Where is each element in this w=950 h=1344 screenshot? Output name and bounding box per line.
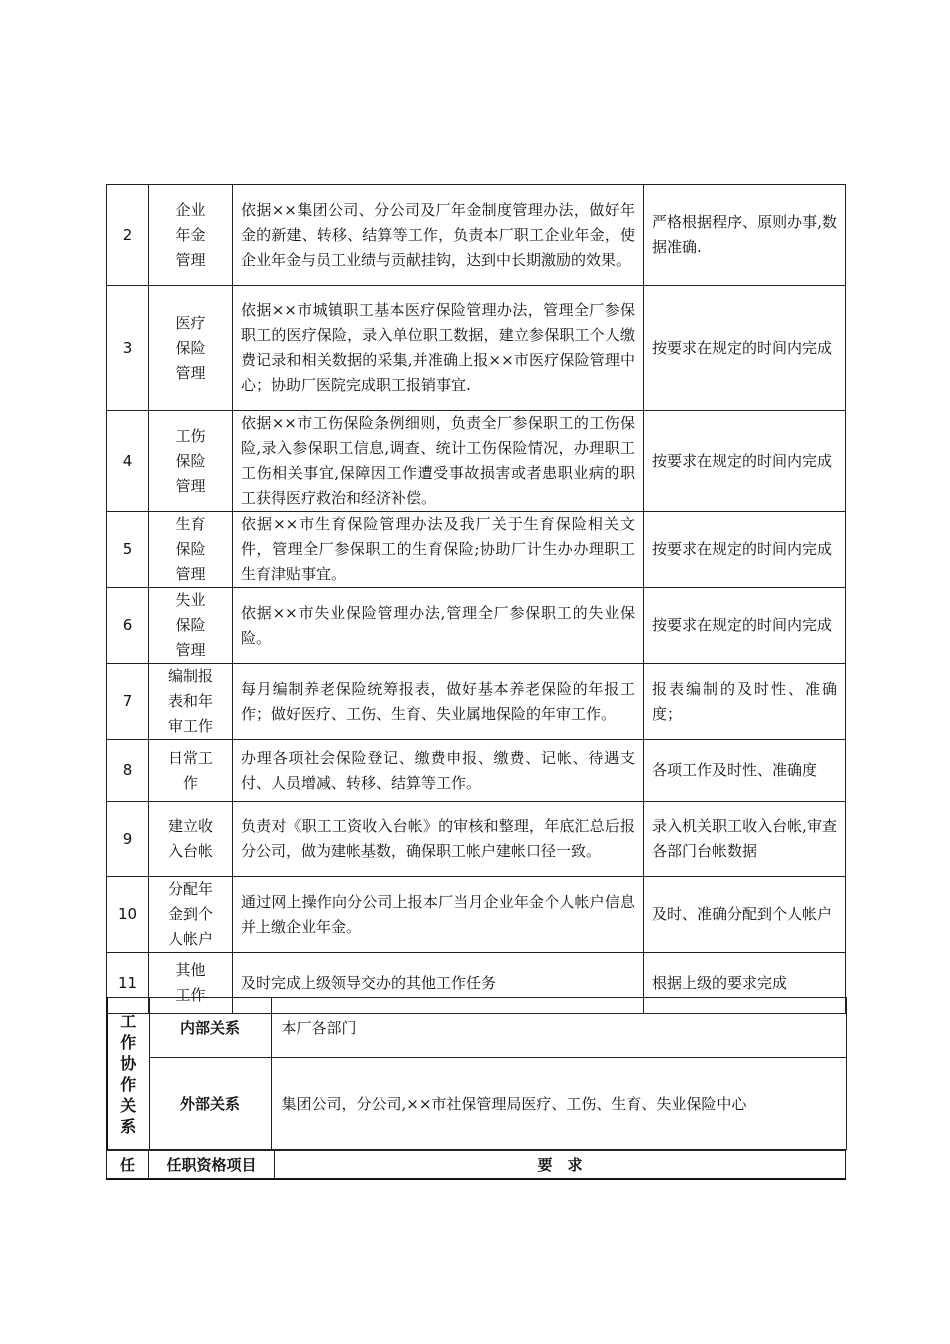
external-relation-label: 外部关系 [149, 1058, 271, 1150]
qualification-header-table [106, 1150, 846, 1180]
external-relation-row [107, 1058, 846, 1150]
duty-table [106, 184, 846, 1014]
collaboration-heading-text: 工 作 协 作 关 系 [120, 1011, 137, 1136]
duty-requirement: 按要求在规定的时间内完成 [644, 512, 846, 588]
duty-item: 生育 保险 管理 [149, 512, 233, 588]
duty-item: 分配年 金到个 人帐户 [149, 877, 233, 953]
duty-row [107, 588, 846, 664]
duty-row [107, 664, 846, 740]
duty-content: 通过网上操作向分公司上报本厂当月企业年金个人帐户信息并上缴企业年金。 [233, 877, 644, 953]
duty-requirement: 按要求在规定的时间内完成 [644, 411, 846, 512]
duty-content: 办理各项社会保险登记、缴费申报、缴费、记帐、待遇支付、人员增减、转移、结算等工作。 [233, 740, 644, 802]
duty-number: 9 [107, 802, 149, 877]
duty-item: 失业 保险 管理 [149, 588, 233, 664]
qualification-header-row [107, 1151, 846, 1180]
duty-requirement: 根据上级的要求完成 [644, 953, 846, 1014]
duty-number: 3 [107, 286, 149, 411]
duty-content: 依据××市城镇职工基本医疗保险管理办法，管理全厂参保职工的医疗保险，录入单位职工数据，建立参保职工个人缴费记录和相关数据的采集,并准确上报××市医疗保险管理中心；协助厂医院完成职工报销事宜. [233, 286, 644, 411]
duty-number: 4 [107, 411, 149, 512]
duty-content: 每月编制养老保险统筹报表，做好基本养老保险的年报工作；做好医疗、工伤、生育、失业属地保险的年审工作。 [233, 664, 644, 740]
duty-item: 医疗 保险 管理 [149, 286, 233, 411]
qualification-heading: 任 [107, 1151, 149, 1180]
duty-row [107, 877, 846, 953]
duty-requirement: 按要求在规定的时间内完成 [644, 588, 846, 664]
duty-table-body [107, 185, 846, 1014]
duty-item: 日常工 作 [149, 740, 233, 802]
duty-content: 依据××市生育保险管理办法及我厂关于生育保险相关文件，管理全厂参保职工的生育保险;协助厂计生办办理职工生育津贴事宜。 [233, 512, 644, 588]
duty-number: 7 [107, 664, 149, 740]
duty-requirement: 录入机关职工收入台帐,审查各部门台帐数据 [644, 802, 846, 877]
duty-content: 依据××市失业保险管理办法,管理全厂参保职工的失业保险。 [233, 588, 644, 664]
duty-content: 依据××集团公司、分公司及厂年金制度管理办法，做好年金的新建、转移、结算等工作，负责本厂职工企业年金，使企业年金与员工业绩与贡献挂钩，达到中长期激励的效果。 [233, 185, 644, 286]
duty-row [107, 185, 846, 286]
internal-relation-label: 内部关系 [149, 998, 271, 1058]
duty-requirement: 各项工作及时性、准确度 [644, 740, 846, 802]
duty-number: 11 [107, 953, 149, 1014]
duty-item: 其他 工作 [149, 953, 233, 1014]
duty-requirement: 严格根据程序、原则办事,数据准确. [644, 185, 846, 286]
duty-item: 工伤 保险 管理 [149, 411, 233, 512]
duty-requirement: 按要求在规定的时间内完成 [644, 286, 846, 411]
duty-requirement: 报表编制的及时性、准确度； [644, 664, 846, 740]
qualification-requirement-label: 要 求 [275, 1151, 846, 1180]
internal-relation-value: 本厂各部门 [271, 998, 846, 1058]
duty-item: 建立收 入台帐 [149, 802, 233, 877]
duty-content: 及时完成上级领导交办的其他工作任务 [233, 953, 644, 1014]
collaboration-table [106, 997, 847, 1150]
duty-requirement: 及时、准确分配到个人帐户 [644, 877, 846, 953]
internal-relation-row [107, 998, 846, 1058]
qualification-item-label: 任职资格项目 [149, 1151, 275, 1180]
duty-content: 依据××市工伤保险条例细则，负责全厂参保职工的工伤保险,录入参保职工信息,调查、统计工伤保险情况，办理职工工伤相关事宜,保障因工作遭受事故损害或者患职业病的职工获得医疗救治和经济补偿。 [233, 411, 644, 512]
duty-row [107, 411, 846, 512]
duty-row [107, 802, 846, 877]
duty-row [107, 740, 846, 802]
duty-row [107, 512, 846, 588]
duty-number: 8 [107, 740, 149, 802]
duty-row [107, 286, 846, 411]
duty-item: 编制报 表和年 审工作 [149, 664, 233, 740]
external-relation-value: 集团公司，分公司,××市社保管理局医疗、工伤、生育、失业保险中心 [271, 1058, 846, 1150]
duty-number: 5 [107, 512, 149, 588]
duty-number: 10 [107, 877, 149, 953]
duty-number: 6 [107, 588, 149, 664]
duty-content: 负责对《职工工资收入台帐》的审核和整理，年底汇总后报分公司，做为建帐基数，确保职工帐户建帐口径一致。 [233, 802, 644, 877]
duty-item: 企业 年金 管理 [149, 185, 233, 286]
duty-number: 2 [107, 185, 149, 286]
collaboration-heading [107, 998, 149, 1150]
